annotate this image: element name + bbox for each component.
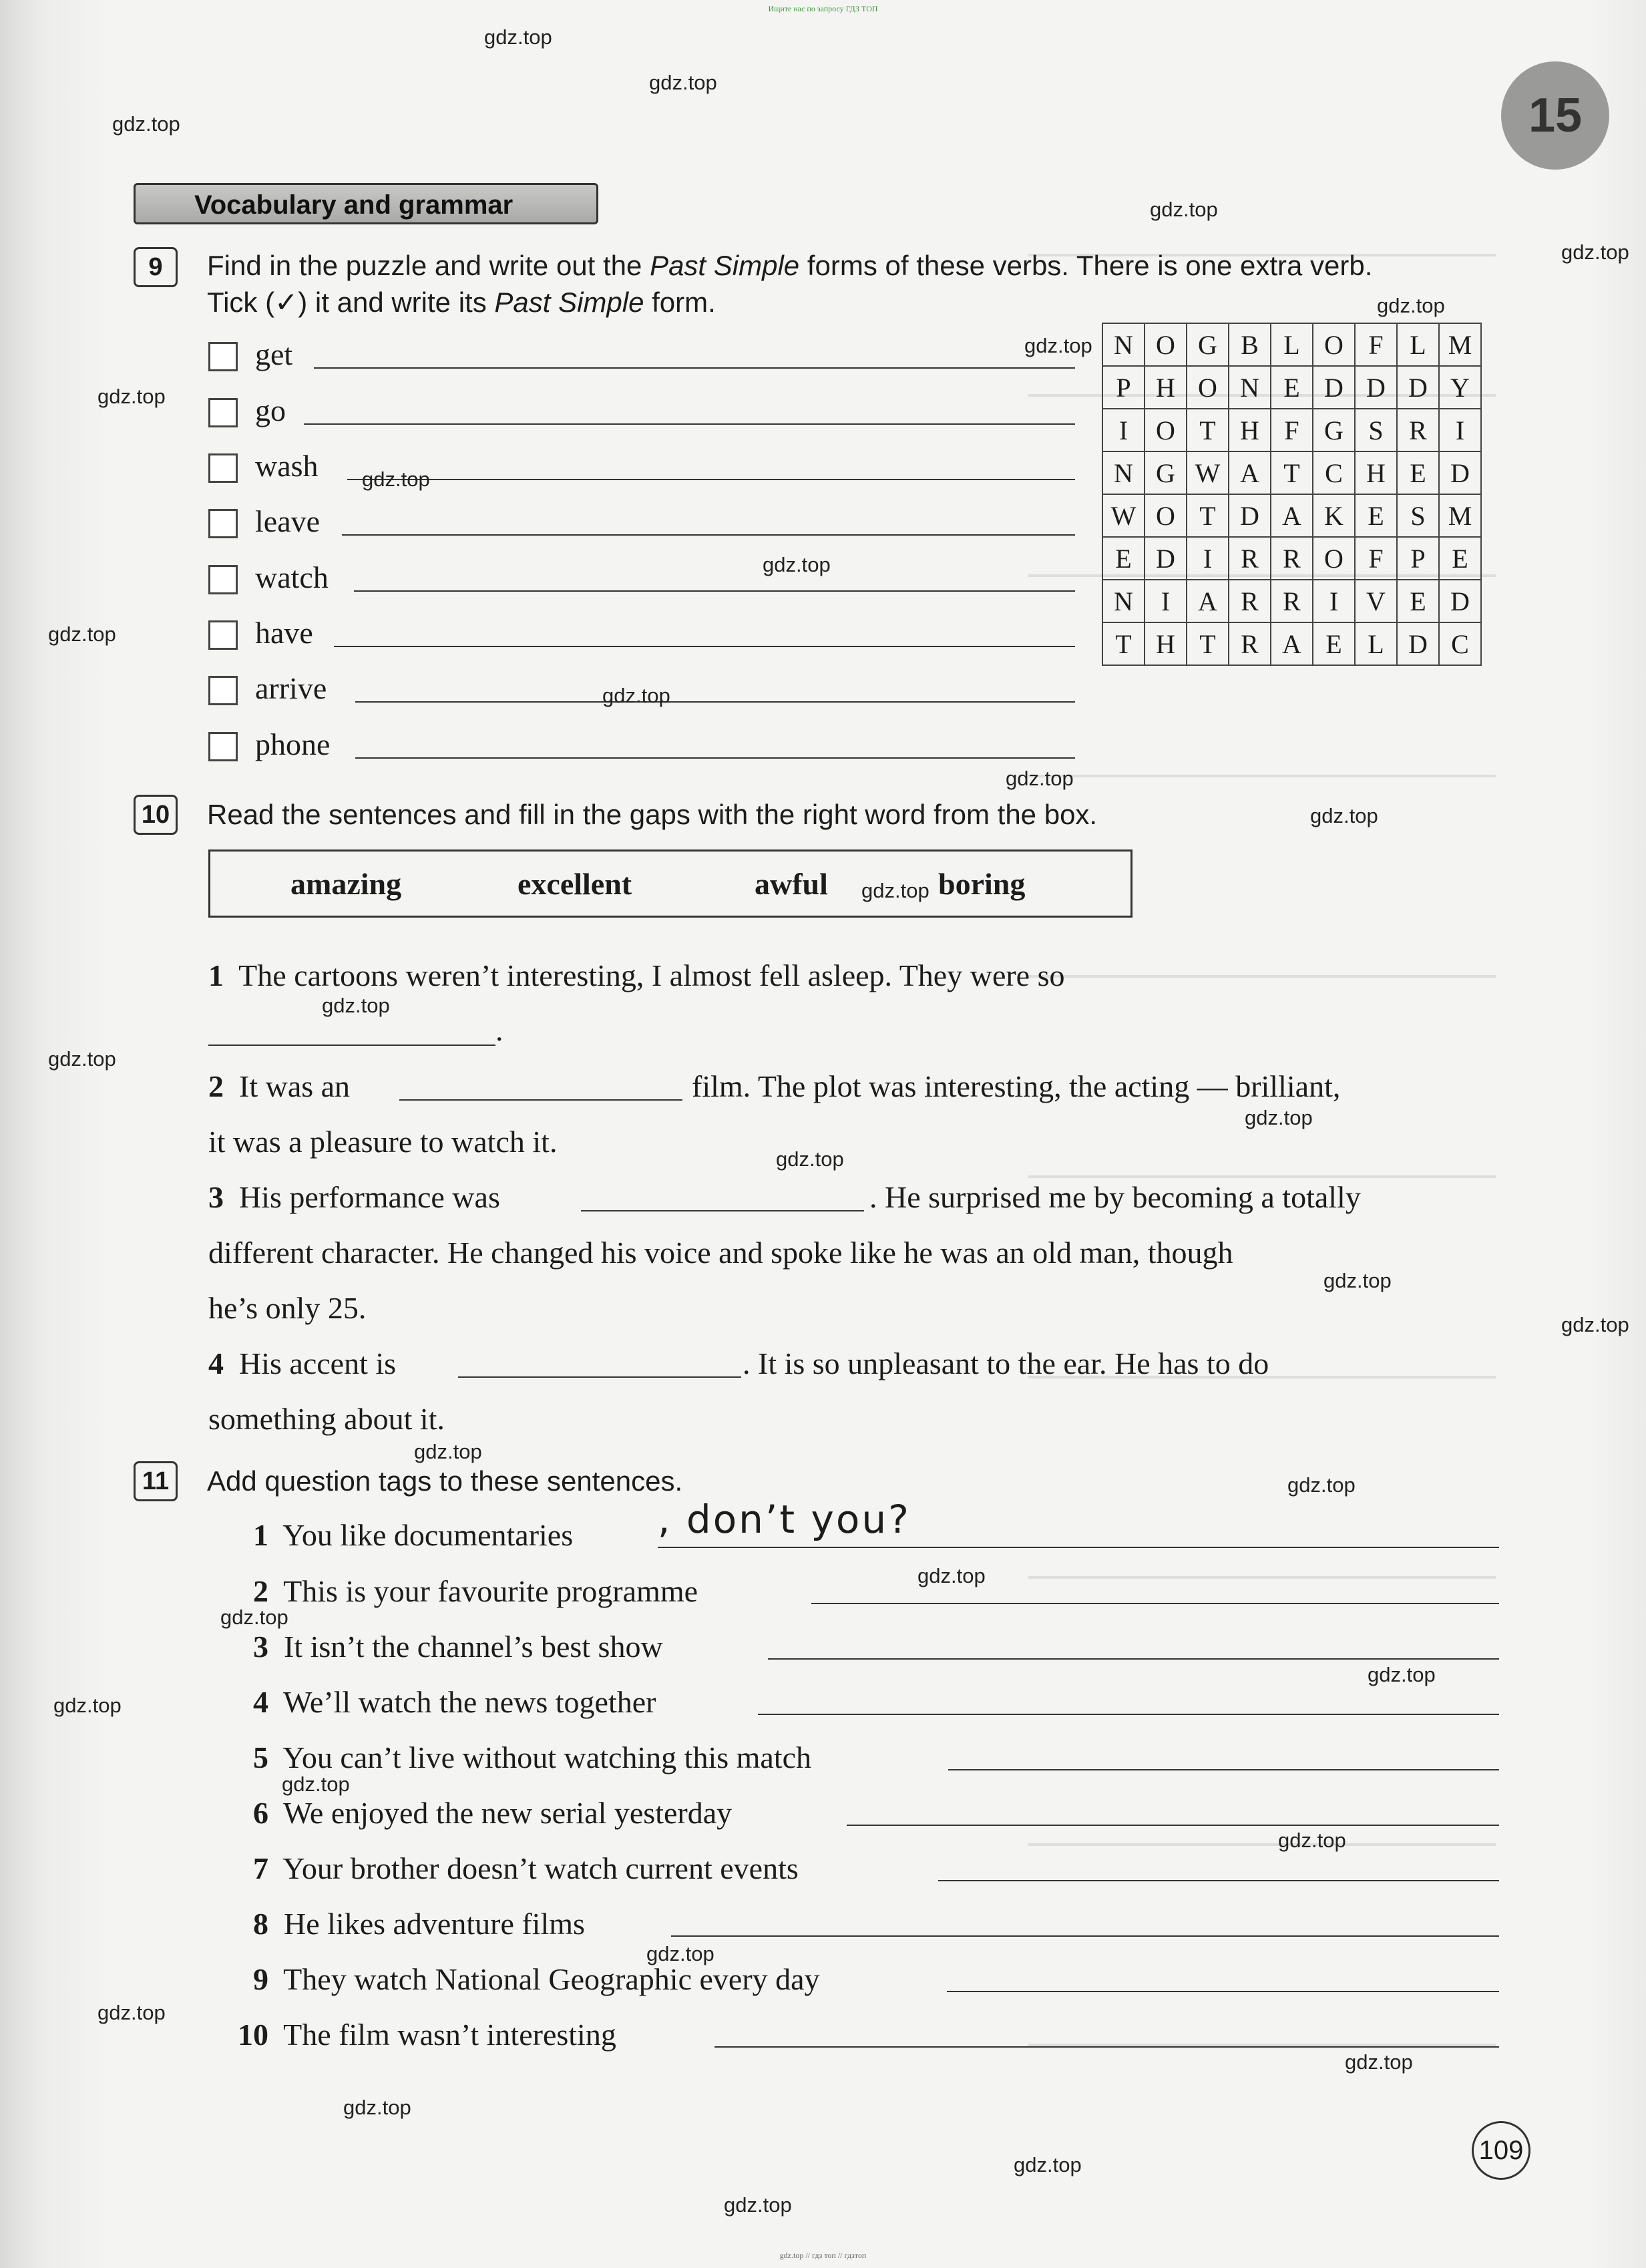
- puzzle-letter: I: [1313, 580, 1355, 622]
- puzzle-row: [1102, 537, 1481, 580]
- watermark: gdz.top: [362, 467, 430, 491]
- watermark: gdz.top: [1245, 1106, 1313, 1129]
- puzzle-letter: C: [1439, 622, 1481, 665]
- puzzle-letter: O: [1145, 494, 1187, 537]
- checkbox-phone[interactable]: [208, 732, 238, 761]
- watermark: gdz.top: [282, 1772, 350, 1796]
- verb-get: get: [255, 337, 293, 371]
- watermark: gdz.top: [1310, 804, 1378, 827]
- watermark: gdz.top: [1014, 2153, 1082, 2177]
- ex10-sentence-2-c: it was a pleasure to watch it.: [208, 1125, 558, 1159]
- puzzle-row: [1102, 494, 1481, 537]
- puzzle-letter: E: [1397, 580, 1439, 622]
- puzzle-letter: E: [1439, 537, 1481, 580]
- ex10-sentence-1: 1 The cartoons weren’t interesting, I almost fell asleep. They were so: [208, 958, 1065, 992]
- puzzle-letter: O: [1145, 323, 1187, 366]
- puzzle-letter: W: [1102, 494, 1145, 537]
- verb-watch: watch: [255, 560, 329, 594]
- puzzle-letter: L: [1355, 622, 1397, 665]
- puzzle-letter: D: [1397, 622, 1439, 665]
- ex11-item-4: 4 We’ll watch the news together: [253, 1685, 656, 1719]
- ex11-answer-line-10[interactable]: [714, 2046, 1499, 2048]
- top-note: Ищите нас по запросу ГДЗ ТОП: [768, 4, 878, 13]
- puzzle-letter: E: [1102, 537, 1145, 580]
- puzzle-letter: R: [1397, 409, 1439, 451]
- puzzle-letter: D: [1439, 580, 1481, 622]
- exercise-10-number: 10: [134, 795, 178, 835]
- watermark: gdz.top: [322, 994, 390, 1017]
- checkbox-go[interactable]: [208, 398, 238, 427]
- puzzle-letter: V: [1355, 580, 1397, 622]
- watermark: gdz.top: [724, 2193, 792, 2217]
- ex10-sentence-3-b: . He surprised me by becoming a totally: [869, 1180, 1361, 1214]
- watermark: gdz.top: [646, 1942, 714, 1965]
- puzzle-letter: K: [1313, 494, 1355, 537]
- exercise-11-number: 11: [134, 1461, 178, 1501]
- puzzle-letter: A: [1187, 580, 1229, 622]
- answer-line-go[interactable]: [304, 423, 1075, 425]
- puzzle-letter: A: [1271, 622, 1313, 665]
- answer-line-arrive[interactable]: [355, 701, 1075, 703]
- ex11-answer-line-9[interactable]: [947, 1991, 1499, 1992]
- ex10-sentence-3-c: different character. He changed his voice and spoke like he was an old man, though: [208, 1236, 1233, 1270]
- puzzle-letter: I: [1102, 409, 1145, 451]
- puzzle-letter: I: [1439, 409, 1481, 451]
- ex11-answer-line-1[interactable]: [658, 1547, 1499, 1548]
- verb-wash: wash: [255, 449, 319, 483]
- puzzle-letter: O: [1187, 366, 1229, 409]
- puzzle-letter: S: [1397, 494, 1439, 537]
- ex11-answer-line-8[interactable]: [671, 1935, 1499, 1937]
- watermark: gdz.top: [1024, 334, 1092, 357]
- puzzle-letter: E: [1313, 622, 1355, 665]
- watermark: gdz.top: [1150, 198, 1218, 221]
- puzzle-letter: D: [1439, 451, 1481, 494]
- ex10-sentence-1-end: .: [495, 1013, 503, 1047]
- watermark: gdz.top: [1006, 767, 1074, 790]
- puzzle-letter: H: [1355, 451, 1397, 494]
- puzzle-letter: I: [1187, 537, 1229, 580]
- checkbox-leave[interactable]: [208, 509, 238, 538]
- ex10-gap-4[interactable]: [458, 1376, 741, 1378]
- watermark: gdz.top: [776, 1147, 844, 1171]
- ex11-item-8: 8 He likes adventure films: [253, 1907, 585, 1941]
- puzzle-row: [1102, 622, 1481, 665]
- watermark: gdz.top: [917, 1564, 986, 1587]
- puzzle-letter: L: [1271, 323, 1313, 366]
- checkbox-arrive[interactable]: [208, 676, 238, 705]
- puzzle-letter: D: [1229, 494, 1271, 537]
- watermark: gdz.top: [763, 553, 831, 576]
- puzzle-letter: L: [1397, 323, 1439, 366]
- puzzle-letter: H: [1145, 622, 1187, 665]
- puzzle-letter: A: [1229, 451, 1271, 494]
- puzzle-letter: A: [1271, 494, 1313, 537]
- ex10-gap-3[interactable]: [581, 1210, 864, 1211]
- watermark: gdz.top: [343, 2096, 411, 2119]
- puzzle-row: [1102, 366, 1481, 409]
- puzzle-letter: D: [1355, 366, 1397, 409]
- puzzle-letter: G: [1187, 323, 1229, 366]
- answer-line-have[interactable]: [334, 646, 1075, 647]
- ex10-sentence-3: 3 His performance was: [208, 1180, 500, 1214]
- puzzle-letter: D: [1145, 537, 1187, 580]
- watermark: gdz.top: [97, 2001, 166, 2024]
- ex11-item-10: 10 The film wasn’t interesting: [238, 2018, 616, 2052]
- word-box: [208, 849, 1133, 918]
- word-awful: awful: [755, 867, 828, 901]
- watermark: gdz.top: [48, 622, 116, 646]
- puzzle-letter: H: [1145, 366, 1187, 409]
- checkbox-wash[interactable]: [208, 453, 238, 483]
- puzzle-letter: R: [1229, 580, 1271, 622]
- handwritten-answer-1: , don’t you?: [658, 1497, 911, 1542]
- puzzle-letter: N: [1102, 580, 1145, 622]
- puzzle-letter: P: [1397, 537, 1439, 580]
- checkbox-get[interactable]: [208, 342, 238, 371]
- ex11-answer-line-5[interactable]: [948, 1769, 1499, 1770]
- puzzle-row: [1102, 409, 1481, 451]
- watermark: gdz.top: [1561, 1313, 1629, 1336]
- puzzle-letter: T: [1271, 451, 1313, 494]
- watermark: gdz.top: [48, 1047, 116, 1071]
- puzzle-letter: G: [1313, 409, 1355, 451]
- puzzle-row: [1102, 580, 1481, 622]
- ex10-gap-2[interactable]: [399, 1099, 682, 1101]
- ex10-gap-1[interactable]: [208, 1045, 495, 1046]
- puzzle-row: [1102, 323, 1481, 366]
- puzzle-letter: T: [1187, 494, 1229, 537]
- verb-arrive: arrive: [255, 671, 327, 705]
- watermark: gdz.top: [484, 25, 552, 49]
- exercise-10-instructions: Read the sentences and fill in the gaps with the right word from the box.: [207, 799, 1098, 830]
- puzzle-letter: F: [1355, 537, 1397, 580]
- ex10-sentence-4: 4 His accent is: [208, 1346, 397, 1380]
- ex11-answer-line-4[interactable]: [758, 1714, 1499, 1715]
- ex11-answer-line-6[interactable]: [847, 1825, 1499, 1826]
- puzzle-letter: G: [1145, 451, 1187, 494]
- section-title: Vocabulary and grammar: [134, 183, 598, 224]
- word-excellent: excellent: [518, 867, 632, 901]
- ex11-answer-line-2[interactable]: [811, 1603, 1499, 1604]
- bottom-note: gdz.top // гдз топ // гдзтоп: [779, 2251, 867, 2260]
- watermark: gdz.top: [1323, 1269, 1392, 1292]
- puzzle-letter: H: [1229, 409, 1271, 451]
- puzzle-letter: T: [1102, 622, 1145, 665]
- puzzle-letter: R: [1229, 622, 1271, 665]
- puzzle-letter: R: [1271, 537, 1313, 580]
- puzzle-letter: P: [1102, 366, 1145, 409]
- puzzle-letter: D: [1313, 366, 1355, 409]
- answer-line-phone[interactable]: [355, 757, 1075, 759]
- ex11-answer-line-3[interactable]: [768, 1658, 1499, 1660]
- checkbox-have[interactable]: [208, 620, 238, 650]
- puzzle-letter: N: [1229, 366, 1271, 409]
- puzzle-letter: E: [1355, 494, 1397, 537]
- puzzle-letter: R: [1229, 537, 1271, 580]
- watermark: gdz.top: [1287, 1473, 1356, 1497]
- watermark: gdz.top: [1561, 240, 1629, 264]
- ex11-item-5: 5 You can’t live without watching this match: [253, 1740, 812, 1774]
- ex11-item-2: 2 This is your favourite programme: [253, 1574, 698, 1608]
- puzzle-letter: F: [1271, 409, 1313, 451]
- page-number: 109: [1472, 2121, 1530, 2180]
- watermark: gdz.top: [1278, 1829, 1346, 1852]
- puzzle-letter: D: [1397, 366, 1439, 409]
- verb-phone: phone: [255, 727, 331, 761]
- watermark: gdz.top: [861, 879, 930, 902]
- answer-line-get[interactable]: [314, 367, 1075, 369]
- puzzle-letter: W: [1187, 451, 1229, 494]
- puzzle-letter: T: [1187, 622, 1229, 665]
- puzzle-letter: N: [1102, 323, 1145, 366]
- ex11-item-7: 7 Your brother doesn’t watch current events: [253, 1851, 799, 1885]
- puzzle-letter: B: [1229, 323, 1271, 366]
- exercise-11-instructions: Add question tags to these sentences.: [207, 1465, 683, 1497]
- watermark: gdz.top: [53, 1694, 122, 1717]
- puzzle-letter: F: [1355, 323, 1397, 366]
- watermark: gdz.top: [602, 684, 670, 707]
- exercise-9-number: 9: [134, 247, 178, 287]
- checkbox-watch[interactable]: [208, 565, 238, 594]
- watermark: gdz.top: [649, 71, 717, 94]
- watermark: gdz.top: [1345, 2050, 1413, 2074]
- watermark: gdz.top: [414, 1440, 482, 1463]
- ex10-sentence-3-d: he’s only 25.: [208, 1291, 367, 1325]
- ex10-sentence-4-b: . It is so unpleasant to the ear. He has to do: [743, 1346, 1269, 1380]
- ex11-item-3: 3 It isn’t the channel’s best show: [253, 1630, 663, 1664]
- exercise-9-instructions: Find in the puzzle and write out the Past Simple forms of these verbs. There is one extra verb. Tick (✓) it and write its Past Simple form.: [207, 250, 1373, 318]
- watermark: gdz.top: [1368, 1663, 1436, 1686]
- word-boring: boring: [938, 867, 1026, 901]
- watermark: gdz.top: [220, 1605, 288, 1629]
- puzzle-letter: Y: [1439, 366, 1481, 409]
- answer-line-wash[interactable]: [347, 479, 1075, 480]
- puzzle-letter: M: [1439, 323, 1481, 366]
- puzzle-letter: S: [1355, 409, 1397, 451]
- ex10-sentence-2-b: film. The plot was interesting, the acting — brilliant,: [692, 1069, 1341, 1103]
- watermark: gdz.top: [1377, 294, 1445, 317]
- puzzle-letter: N: [1102, 451, 1145, 494]
- word-search-puzzle: [1102, 323, 1482, 666]
- ex11-answer-line-7[interactable]: [938, 1880, 1499, 1881]
- ex11-item-1: 1 You like documentaries: [253, 1518, 574, 1552]
- watermark: gdz.top: [97, 385, 166, 408]
- puzzle-letter: E: [1397, 451, 1439, 494]
- verb-have: have: [255, 616, 313, 650]
- puzzle-letter: O: [1313, 537, 1355, 580]
- puzzle-letter: O: [1145, 409, 1187, 451]
- verb-leave: leave: [255, 504, 321, 538]
- ex10-sentence-2: 2 It was an: [208, 1069, 351, 1103]
- puzzle-row: [1102, 451, 1481, 494]
- puzzle-letter: I: [1145, 580, 1187, 622]
- puzzle-letter: R: [1271, 580, 1313, 622]
- verb-go: go: [255, 393, 286, 427]
- puzzle-letter: M: [1439, 494, 1481, 537]
- puzzle-letter: T: [1187, 409, 1229, 451]
- puzzle-letter: C: [1313, 451, 1355, 494]
- puzzle-letter: E: [1271, 366, 1313, 409]
- word-amazing: amazing: [290, 867, 402, 901]
- puzzle-letter: O: [1313, 323, 1355, 366]
- answer-line-watch[interactable]: [354, 590, 1075, 592]
- watermark: gdz.top: [112, 112, 180, 136]
- ex11-item-9: 9 They watch National Geographic every day: [253, 1962, 820, 1996]
- ex11-item-6: 6 We enjoyed the new serial yesterday: [253, 1796, 733, 1830]
- answer-line-leave[interactable]: [342, 534, 1075, 536]
- ex10-sentence-4-c: something about it.: [208, 1402, 445, 1436]
- unit-number-badge: 15: [1501, 61, 1609, 170]
